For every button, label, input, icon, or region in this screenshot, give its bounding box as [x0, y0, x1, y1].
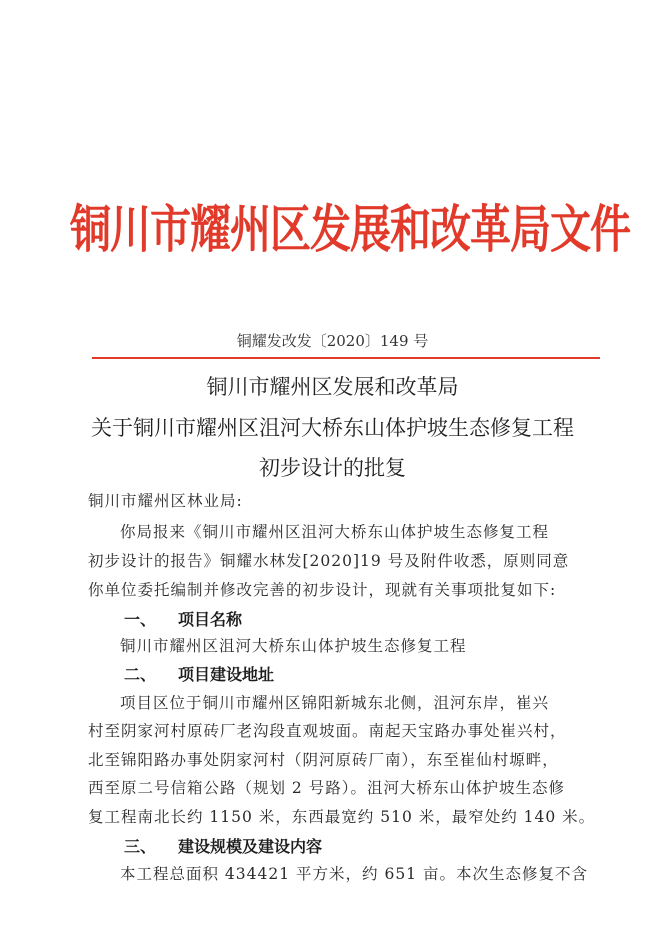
- intro-line: 初步设计的报告》铜耀水林发[2020]19 号及附件收悉，原则同意: [88, 552, 570, 570]
- section-line: 复工程南北长约 1150 米，东西最宽约 510 米，最窄处约 140 米。: [88, 808, 596, 826]
- section-number: 三、: [124, 837, 157, 856]
- section-heading: [124, 607, 242, 630]
- section-line: 项目区位于铜川市耀州区锦阳新城东北侧，沮河东岸，崔兴: [120, 694, 550, 712]
- section-heading: [124, 662, 274, 685]
- section-number: 一、: [124, 610, 157, 629]
- section-title: 项目建设地址: [178, 665, 275, 684]
- section-line: 村至阴家河村原砖厂老沟段直观坡面。南起天宝路办事处崔兴村，: [88, 722, 567, 740]
- section-title: 建设规模及建设内容: [178, 837, 323, 856]
- title-line-3: 初步设计的批复: [259, 456, 406, 480]
- intro-line: 你单位委托编制并修改完善的初步设计，现就有关事项批复如下:: [88, 581, 557, 599]
- section-heading: [124, 834, 322, 857]
- section-number: 二、: [124, 665, 157, 684]
- title-line-1: 铜川市耀州区发展和改革局: [206, 375, 459, 399]
- section-line: 北至锦阳路办事处阴家河村（阴河原砖厂南），东至崔仙村塬畔，: [88, 751, 559, 769]
- section-line: 铜川市耀州区沮河大桥东山体护坡生态修复工程: [120, 637, 467, 655]
- red-header-title: 铜川市耀州区发展和改革局文件: [70, 199, 630, 260]
- red-divider: [92, 357, 600, 359]
- addressee: 铜川市耀州区林业局:: [88, 492, 243, 510]
- section-title: 项目名称: [178, 610, 243, 629]
- section-line: 西至原二号信箱公路（规划 2 号路）。沮河大桥东山体护坡生态修: [88, 779, 565, 797]
- section-line: 本工程总面积 434421 平方米，约 651 亩。本次生态修复不含: [120, 865, 588, 883]
- intro-line: 你局报来《铜川市耀州区沮河大桥东山体护坡生态修复工程: [120, 523, 550, 541]
- title-line-2: 关于铜川市耀州区沮河大桥东山体护坡生态修复工程: [91, 416, 574, 440]
- document-number: 铜耀发改发〔2020〕149 号: [236, 332, 429, 350]
